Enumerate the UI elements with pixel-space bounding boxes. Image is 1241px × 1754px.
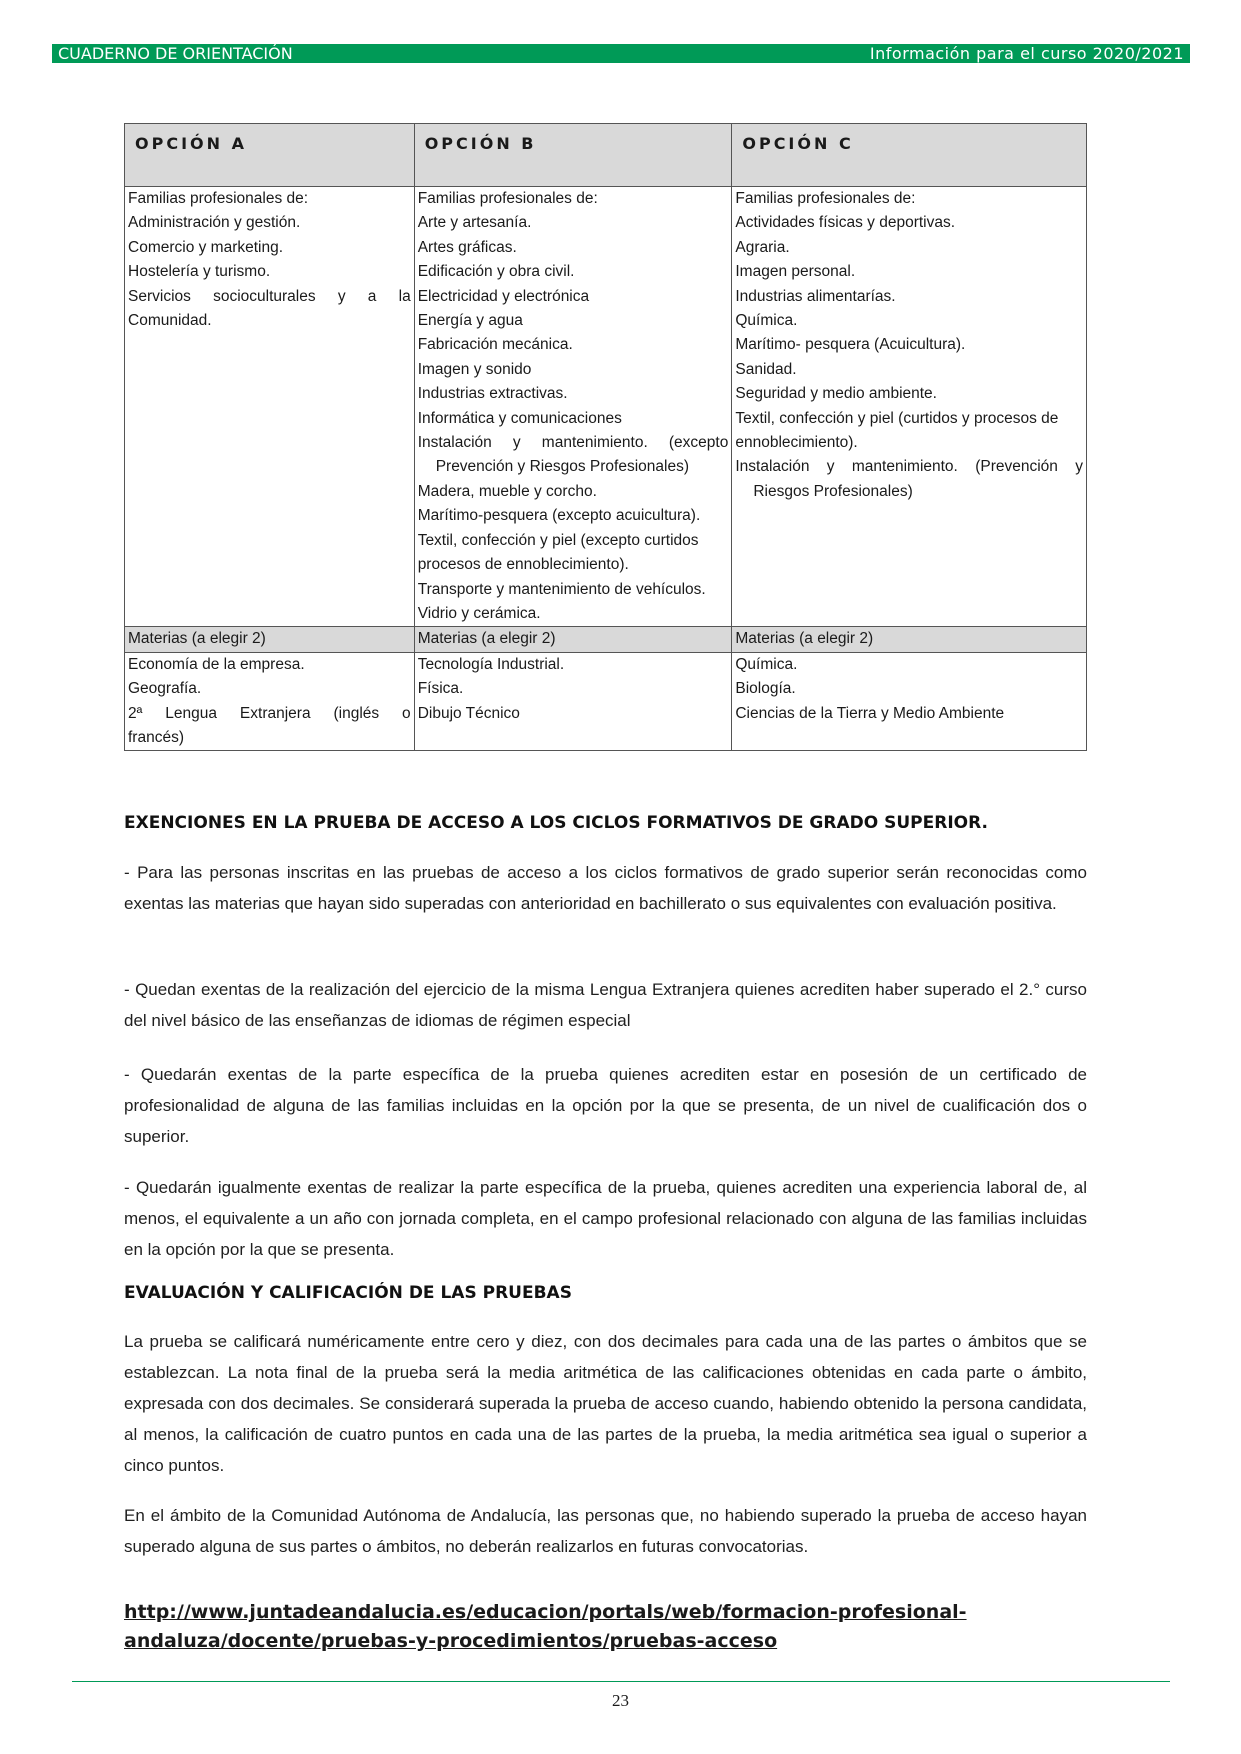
list-item: Agraria.: [735, 238, 790, 256]
list-item: Vidrio y cerámica.: [417, 604, 541, 622]
familias-a: [125, 187, 415, 627]
header-opcion-c: OPCIÓN C: [732, 124, 1087, 187]
list-item: francés): [128, 728, 184, 746]
list-item: Familias profesionales de:: [735, 190, 916, 207]
link-line-1: http://www.juntadeandalucia.es/educacion/portals/web/formacion-profesional-: [124, 1601, 967, 1623]
list-item: Administración y gestión.: [128, 214, 301, 232]
list-item: Familias profesionales de:: [417, 190, 598, 207]
familias-b: [414, 187, 732, 627]
list-item: Edificación y obra civil.: [417, 263, 575, 281]
materias-label-a: Materias (a elegir 2): [125, 627, 415, 652]
list-item: Tecnología Industrial.: [417, 655, 565, 673]
list-item: Industrias alimentarías.: [735, 287, 896, 305]
list-item: Geografía.: [128, 680, 202, 698]
list-item: Transporte y mantenimiento de vehículos.: [417, 580, 706, 598]
exenciones-paragraph-3: - Quedarán exentas de la parte específica de la prueba quienes acrediten estar en posesión de un certificado de profesionalidad de alguna de las familias incluidas en la opción por la que se presenta, de un nivel de cualificación dos o superior.: [124, 1065, 1087, 1146]
materias-label-c: Materias (a elegir 2): [732, 627, 1087, 652]
list-item: Prevención y Riesgos Profesionales): [435, 458, 689, 476]
list-item: Industrias extractivas.: [417, 385, 568, 403]
footer-divider: [72, 1681, 1170, 1682]
page-number: 23: [612, 1691, 629, 1710]
list-item: Imagen y sonido: [417, 360, 532, 378]
evaluacion-paragraph-1: La prueba se calificará numéricamente entre cero y diez, con dos decimales para cada una de las partes o ámbitos que se establezcan. La nota final de la prueba será la media aritmética de las calificaciones obtenidas en cada parte o ámbito, expresada con dos decimales. Se considerará superada la prueba de acceso cuando, habiendo obtenido la persona candidata, al menos, la calificación de cuatro puntos en cada una de las partes de la prueba, la media aritmética sea igual o superior a cinco puntos.: [124, 1332, 1087, 1475]
list-item: Instalación y mantenimiento. (Prevención y: [735, 458, 1083, 476]
materias-label-b: Materias (a elegir 2): [414, 627, 732, 652]
header-opcion-b: OPCIÓN B: [414, 124, 732, 187]
list-item: Marítimo- pesquera (Acuicultura).: [735, 336, 966, 354]
materias-header-row: [125, 627, 1087, 652]
evaluacion-paragraph-2: En el ámbito de la Comunidad Autónoma de Andalucía, las personas que, no habiendo superado la prueba de acceso hayan superado alguna de sus partes o ámbitos, no deberán realizarlos en futuras convocatorias.: [124, 1506, 1087, 1556]
list-item: Comercio y marketing.: [128, 238, 284, 256]
header-bar: [52, 44, 1190, 63]
list-item: procesos de ennoblecimiento).: [417, 556, 629, 574]
header-course-info: Información para el curso 2020/2021: [869, 44, 1184, 63]
evaluacion-heading: EVALUACIÓN Y CALIFICACIÓN DE LAS PRUEBAS: [124, 1283, 572, 1303]
list-item: 2ª Lengua Extranjera (inglés o: [128, 704, 411, 722]
list-item: Textil, confección y piel (excepto curtidos: [417, 531, 699, 549]
list-item: Dibujo Técnico: [417, 704, 520, 722]
list-item: Riesgos Profesionales): [753, 482, 913, 500]
materias-row: [125, 652, 1087, 751]
familias-row: [125, 187, 1087, 627]
list-item: Arte y artesanía.: [417, 214, 532, 232]
header-opcion-a: OPCIÓN A: [125, 124, 415, 187]
list-item: Familias profesionales de:: [128, 190, 309, 207]
list-item: Biología.: [735, 680, 796, 698]
list-item: Artes gráficas.: [417, 238, 517, 256]
materias-a: [125, 652, 415, 751]
pruebas-acceso-link[interactable]: [124, 1598, 1024, 1656]
list-item: Marítimo-pesquera (excepto acuicultura).: [417, 507, 701, 525]
list-item: Imagen personal.: [735, 263, 856, 281]
exenciones-paragraph-2: - Quedan exentas de la realización del ejercicio de la misma Lengua Extranjera quienes acrediten haber superado el 2.° curso del nivel básico de las enseñanzas de idiomas de régimen especial: [124, 980, 1087, 1030]
list-item: Fabricación mecánica.: [417, 336, 573, 354]
list-item: Actividades físicas y deportivas.: [735, 214, 956, 232]
table-header-row: [125, 124, 1087, 187]
link-line-2: andaluza/docente/pruebas-y-procedimientos/pruebas-acceso: [124, 1630, 778, 1652]
list-item: Madera, mueble y corcho.: [417, 482, 597, 500]
list-item: Comunidad.: [128, 312, 212, 330]
list-item: ennoblecimiento).: [735, 434, 858, 452]
list-item: Energía y agua: [417, 312, 523, 330]
list-item: Economía de la empresa.: [128, 655, 305, 673]
list-item: Electricidad y electrónica: [417, 287, 590, 305]
exenciones-paragraph-1: - Para las personas inscritas en las pruebas de acceso a los ciclos formativos de grado superior serán reconocidas como exentas las materias que hayan sido superadas con anterioridad en bachillerato o sus equivalentes con evaluación positiva.: [124, 863, 1087, 913]
list-item: Hostelería y turismo.: [128, 263, 271, 281]
list-item: Sanidad.: [735, 360, 797, 378]
list-item: Física.: [417, 680, 464, 698]
familias-c: [732, 187, 1087, 627]
list-item: Informática y comunicaciones: [417, 409, 622, 427]
materias-b: [414, 652, 732, 751]
list-item: Seguridad y medio ambiente.: [735, 385, 937, 403]
list-item: Química.: [735, 655, 798, 673]
list-item: Textil, confección y piel (curtidos y procesos de: [735, 409, 1059, 427]
list-item: Química.: [735, 312, 798, 330]
list-item: Instalación y mantenimiento. (excepto: [417, 434, 729, 452]
materias-c: [732, 652, 1087, 751]
list-item: Ciencias de la Tierra y Medio Ambiente: [735, 704, 1005, 722]
exenciones-heading: EXENCIONES EN LA PRUEBA DE ACCESO A LOS CICLOS FORMATIVOS DE GRADO SUPERIOR.: [124, 813, 988, 833]
exenciones-paragraph-4: - Quedarán igualmente exentas de realizar la parte específica de la prueba, quienes acrediten una experiencia laboral de, al menos, el equivalente a un año con jornada completa, en el campo profesional relacionado con alguna de las familias incluidas en la opción por la que se presenta.: [124, 1178, 1087, 1259]
options-table: [124, 123, 1087, 751]
header-title: CUADERNO DE ORIENTACIÓN: [58, 44, 293, 63]
list-item: Servicios socioculturales y a la: [128, 287, 411, 305]
